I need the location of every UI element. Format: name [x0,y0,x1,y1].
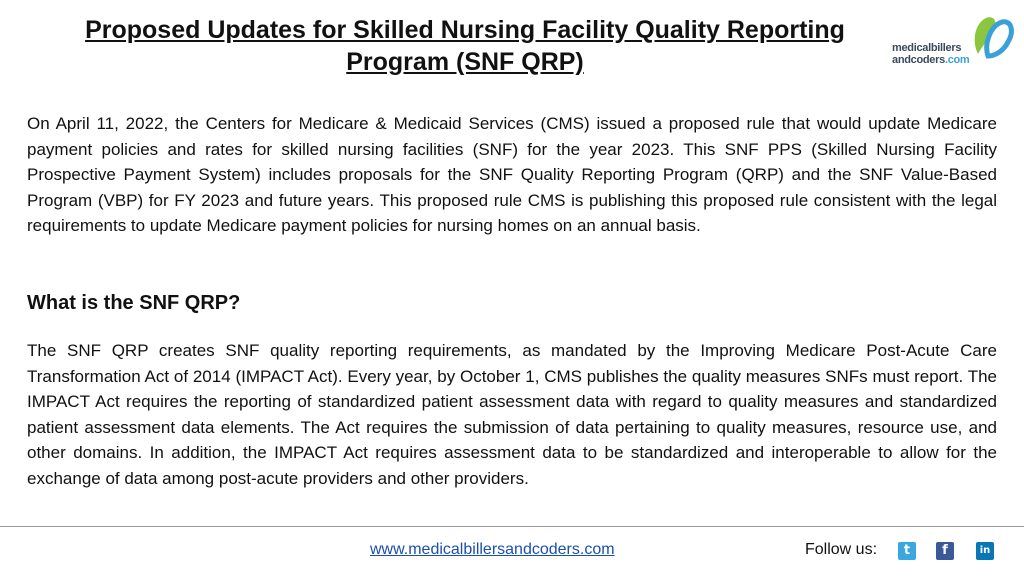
twitter-icon[interactable]: t [898,542,916,560]
section-paragraph: The SNF QRP creates SNF quality reporting requirements, as mandated by the Improving Medicare Post-Acute Care Transformation Act of 2014 (IMPACT Act). Every year, by October 1, CMS publishes the quality measures SNFs must report. The IMPACT Act requires the reporting of standardized patient assessment data with regard to quality measures and standardized patient assessment data elements. The Act requires the submission of data pertaining to quality measures, resource use, and other domains. In addition, the IMPACT Act requires assessment data to be standardized and interoperable to allow for the exchange of data among post-acute providers and other providers. [27,341,997,488]
logo-line-2-main: andcoders [892,54,945,66]
follow-us-label: Follow us: [805,541,878,558]
logo-line-2-suffix: .com [944,54,970,66]
page-title: Proposed Updates for Skilled Nursing Facility Quality Reporting Program (SNF QRP) [85,16,845,76]
website-link[interactable]: www.medicalbillersandcoders.com [370,541,615,558]
company-logo [890,12,1015,74]
facebook-icon[interactable]: f [936,542,954,560]
footer-divider [0,526,1024,527]
logo-line-2 [892,54,969,66]
intro-paragraph: On April 11, 2022, the Centers for Medicare & Medicaid Services (CMS) issued a proposed rule that would update Medicare payment policies and rates for skilled nursing facilities (SNF) for the year 2023. This SNF PPS (Skilled Nursing Facility Prospective Payment System) includes proposals for the SNF Quality Reporting Program (QRP) and the SNF Value-Based Program (VBP) for FY 2023 and future years. This proposed rule CMS is publishing this proposed rule consistent with the legal requirements to update Medicare payment policies for nursing homes on an annual basis. [27,114,997,235]
section-heading: What is the SNF QRP? [27,292,241,314]
logo-wordmark [892,42,969,66]
logo-line-1: medicalbillers [892,42,962,54]
linkedin-icon[interactable]: in [976,542,994,560]
